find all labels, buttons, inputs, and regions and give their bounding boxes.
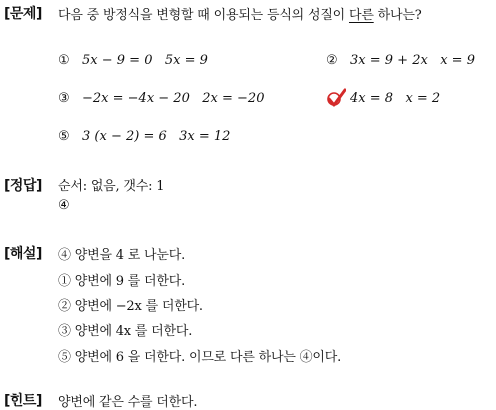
answer-value: ④ xyxy=(58,198,70,213)
option-5[interactable] xyxy=(58,129,230,144)
hint-label: [힌트] xyxy=(4,393,42,409)
option-3[interactable] xyxy=(58,91,264,106)
answer-summary: 순서: 없음, 갯수: 1 xyxy=(58,179,165,194)
explanation-line: ② 양변에 −2x 를 더한다. xyxy=(58,299,203,314)
option-equation-result: x = 2 xyxy=(405,91,441,106)
explanation-line: ① 양변에 9 를 더한다. xyxy=(58,274,186,289)
option-equation: 4x = 8 xyxy=(350,91,394,106)
hint-text: 양변에 같은 수를 더한다. xyxy=(58,395,198,410)
question-text xyxy=(58,4,422,23)
explanation-line: ⑤ 양변에 6 을 더한다. 이므로 다른 하나는 ④이다. xyxy=(58,350,342,365)
option-number: ③ xyxy=(58,91,70,106)
option-equation-result: 3x = 12 xyxy=(179,129,231,144)
explanation-line: ④ 양변을 4 로 나눈다. xyxy=(58,248,186,263)
question-underlined-word: 다른 xyxy=(348,8,374,23)
option-1[interactable] xyxy=(58,53,208,68)
answer-label: [정답] xyxy=(4,178,42,194)
option-equation-result: 2x = −20 xyxy=(202,91,265,106)
option-equation: −2x = −4x − 20 xyxy=(82,91,190,106)
question-text-after: 하나는? xyxy=(377,8,422,23)
question-label: [문제] xyxy=(4,6,42,22)
option-equation-result: x = 9 xyxy=(440,53,475,68)
option-equation: 5x − 9 = 0 xyxy=(82,53,153,68)
check-mark-icon xyxy=(326,88,346,108)
option-equation: 3 (x − 2) = 6 xyxy=(82,129,167,144)
option-equation-result: 5x = 9 xyxy=(164,53,208,68)
option-2[interactable] xyxy=(326,53,475,68)
option-number: ② xyxy=(326,53,338,68)
option-number: ⑤ xyxy=(58,129,70,144)
option-4[interactable] xyxy=(350,91,440,106)
explanation-label: [해설] xyxy=(4,246,42,262)
option-equation: 3x = 9 + 2x xyxy=(350,53,428,68)
explanation-line: ③ 양변에 4x 를 더한다. xyxy=(58,324,193,339)
option-number: ① xyxy=(58,53,70,68)
question-text-before: 다음 중 방정식을 변형할 때 이용되는 등식의 성질이 xyxy=(58,8,346,23)
